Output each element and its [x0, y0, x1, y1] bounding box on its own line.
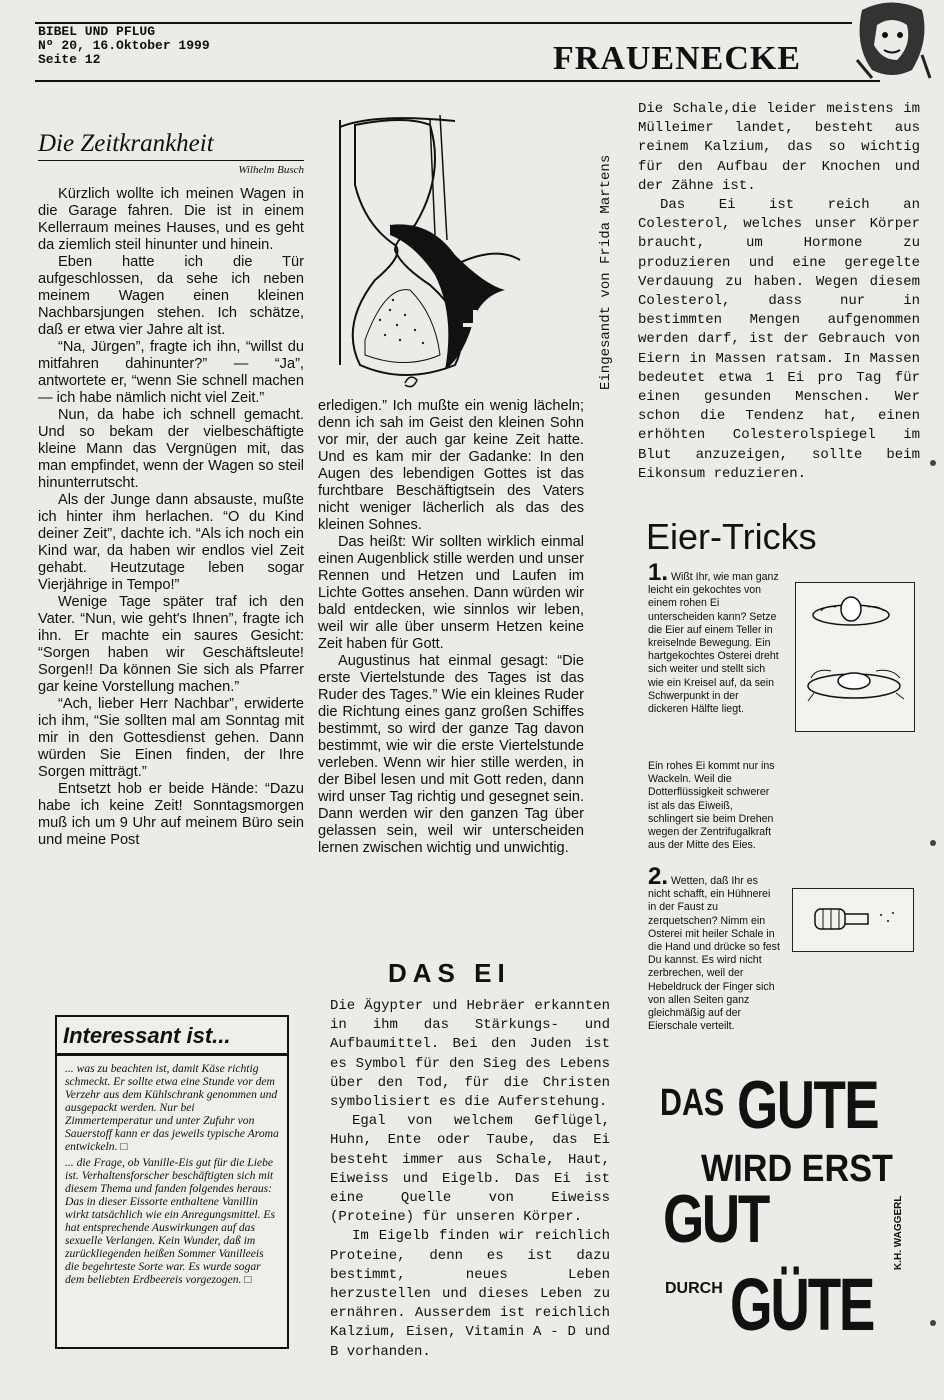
info-box-item: ... die Frage, ob Vanille-Eis gut für die Liebe ist. Verhaltensforscher beschäftigten sich mit diesem Thema und fanden folgendes heraus: Das in dieser Eissorte enthaltene Vanillin wirkt tatsächlich wie ein Anregungsmittel. Es hat entsprechende Auswirkungen auf das sexuelle Verlangen. Kein Wunder, daß im zurückliegenden heißen Sommer Vanilleeis die begehrteste Sorte war. Es wurde sogar dem beliebten Erdbeereis vorgezogen. □	[65, 1156, 275, 1286]
poster-author: K.H. WAGGERL	[893, 1195, 904, 1270]
paragraph: “Ach, lieber Herr Nachbar”, erwiderte ich ihm, “Sie sollten mal am Sonntag mit mir in den Gottesdienst gehen. Dann würden Sie Einen finden, der Ihre Sorgen mitträgt.”	[38, 696, 304, 780]
article-ei-body	[330, 997, 610, 1362]
tricks-title: Eier-Tricks	[646, 516, 817, 557]
paragraph: Nun, da habe ich schnell gemacht. Und so bekam der vielbeschäftigte kleine Mann das Vergnügen mit, das man empfindet, wenn der Wagen so steil hinunterrutscht.	[38, 407, 304, 491]
paragraph: Das Ei ist reich an Colesterol, welches unser Körper braucht, um Hormone zu produzieren und eine geregelte Verdauung zu haben. Wegen diesem Colesterol, dass nur in bestimmten Mengen aufgenommen werden darf, ist der Gebrauch von Eiern in Massen ratsam. In Massen bedeutet etwa 1 Ei pro Tag für einen gesunden Menschen. Wer schon die Tendenz hat, einen erhöhten Colesterolspiegel im Blut anzuzeigen, sollte beim Eikonsum reduzieren.	[638, 197, 920, 482]
masthead	[38, 25, 210, 67]
poster-durch: DURCH	[665, 1280, 723, 1297]
article-title: Die Zeitkrankheit	[38, 130, 304, 161]
quote-poster	[655, 1067, 915, 1370]
header-rule-bottom	[35, 80, 880, 82]
section-title: FRAUENECKE	[553, 40, 802, 77]
binder-hole	[930, 840, 936, 846]
fist-egg-illustration	[792, 888, 914, 952]
info-box-title: Interessant ist...	[57, 1017, 287, 1056]
paragraph: “Na, Jürgen”, fragte ich ihn, “willst du mitfahren dahinunter?” — “Ja”, antwortete er, “wenn Sie schnell machen — ich habe nämlich nicht viel Zeit.”	[38, 339, 304, 406]
poster-gute: GUTE	[737, 1067, 879, 1143]
binder-hole	[930, 460, 936, 466]
article-zeitkrankheit-col2	[318, 398, 584, 857]
paragraph: Das heißt: Wir sollten wirklich einmal einen Augenblick stille werden und unser Rennen und Hetzen und Laufen im Lichte Gottes ansehen. Dann würden wir bald entdecken, wie sinnlos wir leben, weil wir alle über unserm Hetzen keine Zeit haben für Gott.	[318, 534, 584, 652]
article-credit: Eingesandt von Frida Martens	[598, 154, 614, 390]
article-ei-col3	[638, 100, 920, 484]
paragraph: Eben hatte ich die Tür aufgeschlossen, da sehe ich neben meinem Wagen einen kleinen Nachbarsjungen stehen. Ich schätze, daß er etwa vier Jahre alt ist.	[38, 254, 304, 338]
fist-icon	[793, 889, 913, 951]
masthead-title: BIBEL UND PFLUG	[38, 24, 156, 39]
spinning-egg-illustration	[795, 582, 915, 732]
trick-1	[648, 559, 780, 716]
paragraph: Als der Junge dann absauste, mußte ich hinter ihm herlachen. “O du Kind deiner Zeit”, dachte ich. “Als ich noch ein Kind war, da haben wir endlos viel Zeit gehabt. Heutzutage leben sogar Vierjährige in Tempo!”	[38, 492, 304, 593]
trick-1-continued: Ein rohes Ei kommt nur ins Wackeln. Weil die Dotterflüssigkeit schwerer ist als das Eiweiß, schlingert sie beim Drehen wegen der Zentrifugalkraft aus der Mitte des Eies.	[648, 760, 775, 852]
article-zeitkrankheit-col1	[38, 130, 304, 849]
header-rule-top	[35, 22, 880, 24]
trick-1-text: Wißt Ihr, wie man ganz leicht ein gekochtes von einem rohen Ei unterscheiden kann? Setze die Eier auf einem Teller in kreiselnde Bewegung. Ein hartgekochtes Osterei dreht sich weiter und stellt sich wie ein Kreisel auf, da sein Schwerpunkt in der dickeren Hälfte liegt.	[648, 571, 779, 716]
poster-gut: GUT	[663, 1181, 768, 1257]
paragraph: Entsetzt hob er beide Hände: “Dazu habe ich keine Zeit! Sonntagsmorgen muß ich um 9 Uhr auf meinem Büro sein und meine Post	[38, 781, 304, 848]
article-body-continued	[318, 398, 584, 857]
paragraph: Die Schale,die leider meistens im Mülleimer landet, besteht aus reinem Kalzium, das so wichtig für den Aufbau der Knochen und der Zähne ist.	[638, 101, 920, 194]
paragraph: Wenige Tage später traf ich den Vater. “Nun, wie geht's Ihnen”, fragte ich ihn. Er machte ein saures Gesicht: “Sorgen haben wir Geschäftsleute! Sorgen!! Da können Sie sich als Pfarrer gar keine Vorstellung machen.”	[38, 594, 304, 695]
trick-1-number: 1.	[648, 559, 669, 586]
poster-guete: GÜTE	[730, 1263, 874, 1346]
binder-hole	[930, 1320, 936, 1326]
trick-2-number: 2.	[648, 863, 669, 890]
article-ei-title: DAS EI	[388, 958, 511, 988]
paragraph: Im Eigelb finden wir reichlich Proteine, denn es ist dazu bestimmt, neues Leben herzustellen und dieses Leben zu ernähren. Ausserdem ist reichlich Kalzium, Eisen, Vitamin A - D und B vorhanden.	[330, 1228, 610, 1360]
hourglass-cross-illustration	[335, 115, 525, 397]
corner-woodcut-illustration	[852, 0, 932, 80]
info-box-item: ... was zu beachten ist, damit Käse richtig schmeckt. Er sollte etwa eine Stunde vor dem Verzehr aus dem Kühlschrank genommen und ausgepackt werden. Nur bei Zimmertemperatur und unter Zufuhr von Sauerstoff kann er das jeweils typische Aroma entwickeln. □	[65, 1062, 279, 1153]
trick-2	[648, 863, 780, 1033]
article-body	[38, 186, 304, 849]
paragraph: Die Ägypter und Hebräer erkannten in ihm das Stärkungs- und Aufbaumittel. Bei den Juden ist es Symbol für den Sieg des Lebens über den Tod, für die Christen symbolisiert es die Auferstehung.	[330, 998, 610, 1111]
info-box-body	[57, 1056, 287, 1295]
paragraph: Egal von welchem Geflügel, Huhn, Ente oder Taube, das Ei besteht immer aus Schale, Haut, Eiweiss und Eigelb. Das Ei ist eine Quelle von Eiweiss (Proteine) für unseren Körper.	[330, 1113, 610, 1226]
poster-das: DAS	[660, 1082, 725, 1124]
trick-2-text: Wetten, daß Ihr es nicht schafft, ein Hühnerei in der Faust zu zerquetschen? Nimm ein Osterei mit heiler Schale in die Hand und drücke so fest Du kannst. Es wird nicht zerbrechen, weil der Hebeldruck der Finger sich von allen Seiten ganz gleichmäßig auf der Eierschale verteilt.	[648, 875, 780, 1033]
spinning-egg-icon	[796, 583, 914, 731]
masthead-page: Seite 12	[38, 52, 101, 67]
masthead-issue: Nº 20, 16.Oktober 1999	[38, 38, 210, 53]
poster-wird-erst: WIRD ERST	[701, 1148, 893, 1190]
paragraph: Augustinus hat einmal gesagt: “Die erste Viertelstunde des Tages ist das Ruder des Tages.” Wie ein kleines Ruder die Richtung eines ganz großen Schiffes bestimmt, so wird der ganze Tag davon bestimmt, wie wir die erste Viertelstunde verleben. Wenn wir hier stille werden, in der Bibel lesen und mit Gott reden, dann wird unser Tag richtig und gesegnet sein. Dann werden wir den ganzen Tag über gelassen sein, weil wir unterscheiden lernen zwischen wichtig und unwichtig.	[318, 653, 584, 856]
paragraph: erledigen.” Ich mußte ein wenig lächeln; denn ich sah im Geist den kleinen Sohn vor mir, der auch gar keine Zeit hatte. Und es kam mir der Gadanke: In den Augen des lebendigen Gottes ist das furchtbare Beschäftigtsein des Vaters nicht weniger lächerlich als das des kleinen Sohnes.	[318, 398, 584, 533]
info-box-interessant	[55, 1015, 289, 1349]
article-author: Wilhelm Busch	[238, 164, 304, 176]
paragraph: Kürzlich wollte ich meinen Wagen in die Garage fahren. Die ist in einem Kellerraum meines Hauses, und es geht da ziemlich steil hinunter und hinein.	[38, 186, 304, 253]
